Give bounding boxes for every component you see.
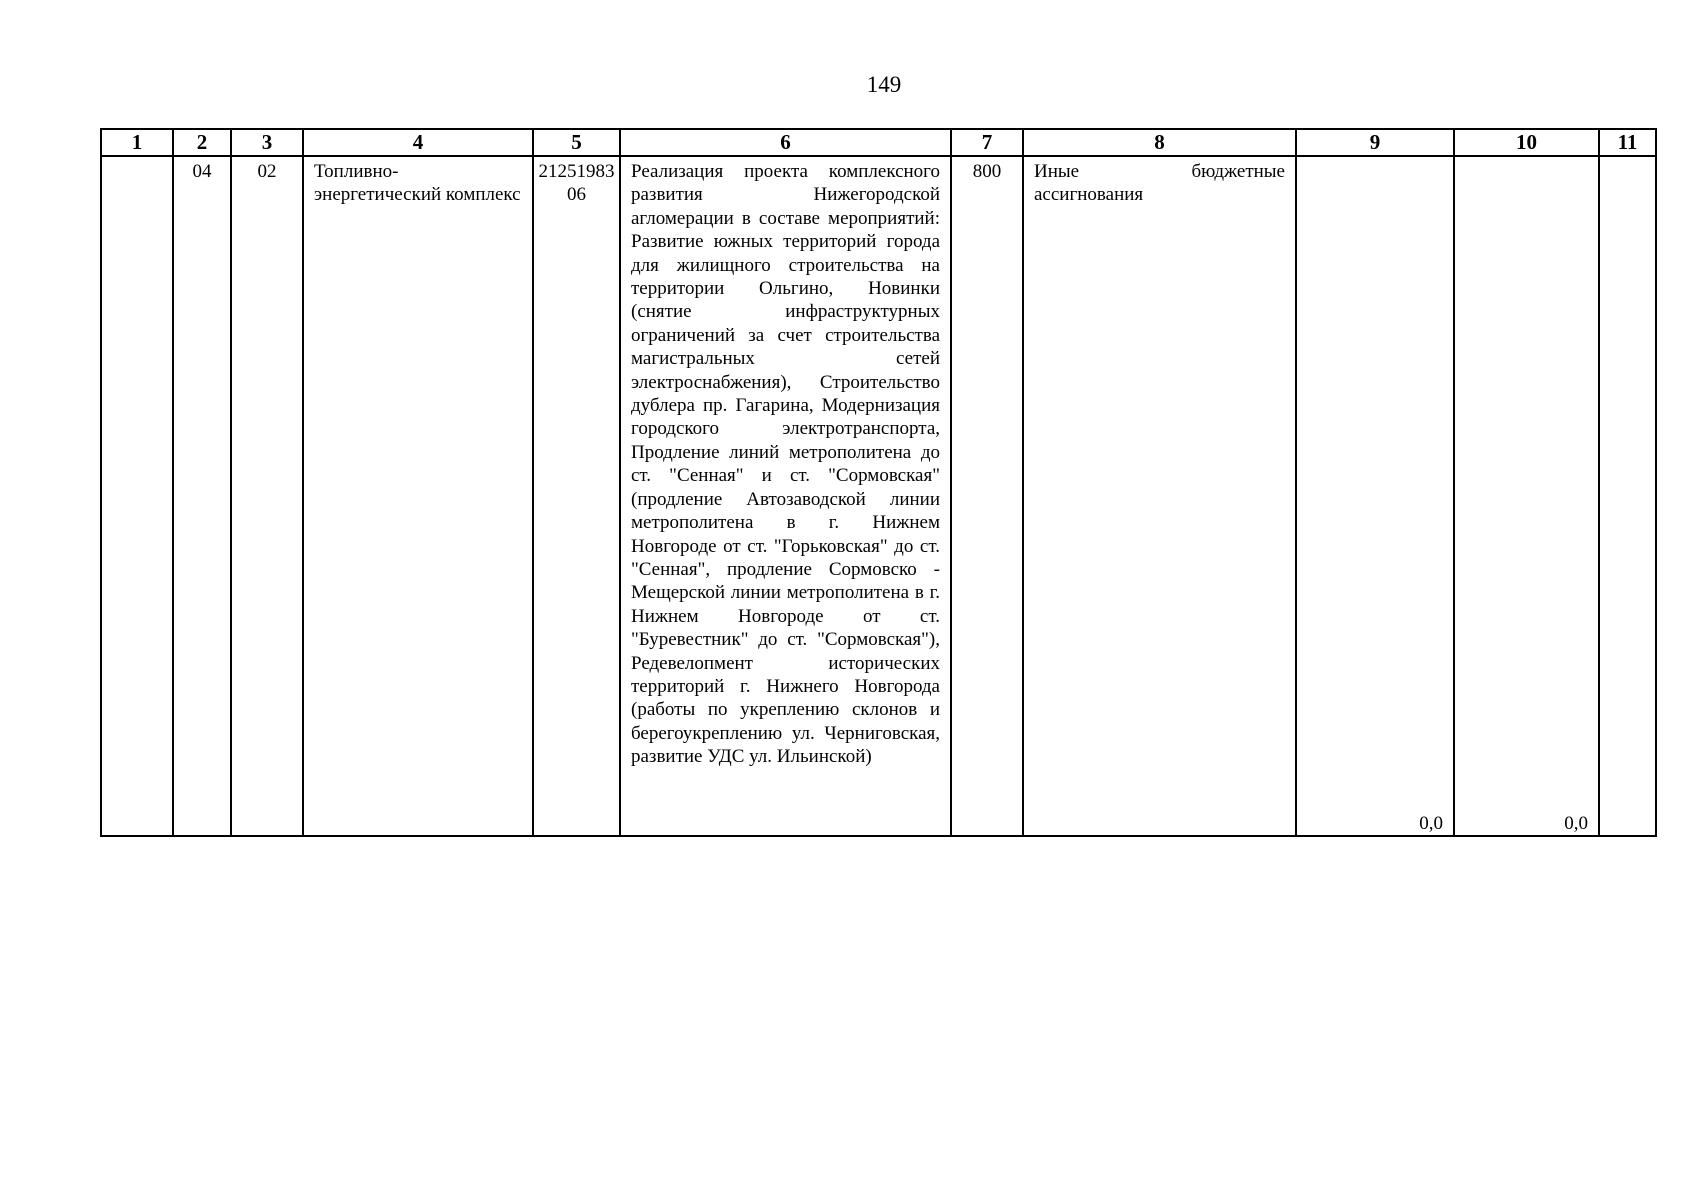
header-col-9: 9 [1296,129,1454,156]
cell-target-description [620,156,951,836]
cell-target-code [533,156,620,836]
target-description-text: Реализация проекта комплексного развития Нижегородской агломерации в составе мероприятий: Развитие южных территорий города для жилищного строительства на территории Ольгино, Новинки (снятие инфраструктурных ограничений за счет строительства магистральных сетей электроснабжения), Строительство дублера пр. Гагарина, Модернизация городского электротранспорта, Продление линий метрополитена до ст. "Сенная" и ст. "Сормовская" (продление Автозаводской линии метрополитена в г. Нижнем Новгороде от ст. "Горьковская" до ст. "Сенная", продление Сормовско - Мещерской линии метрополитена в г. Нижнем Новгороде от ст. "Буревестник" до ст. "Сормовская"), Редевелопмент исторических территорий г. Нижнего Новгорода (работы по укреплению склонов и берегоукреплению ул. Черниговская, развитие УДС ул. Ильинской) [631,161,940,768]
header-col-7: 7 [951,129,1023,156]
expense-type-name-text: Иные бюджетные ассигнования [1034,161,1285,206]
header-col-10: 10 [1454,129,1599,156]
cell-col-11 [1599,156,1656,836]
header-col-3: 3 [231,129,303,156]
cell-col-1 [101,156,173,836]
header-col-4: 4 [303,129,533,156]
header-col-2: 2 [173,129,231,156]
cell-expense-type-code: 800 [951,156,1023,836]
table-header-row [101,129,1656,156]
budget-table [100,128,1657,837]
header-col-5: 5 [533,129,620,156]
table-row [101,156,1656,836]
cell-amount-col-9: 0,0 [1296,156,1454,836]
header-col-1: 1 [101,129,173,156]
header-col-6: 6 [620,129,951,156]
cell-subsection-name [303,156,533,836]
target-code-text: 2125198306 [538,161,615,206]
subsection-name-text: Топливно-энергетический комплекс [314,161,521,206]
cell-section-code: 04 [173,156,231,836]
cell-amount-col-10: 0,0 [1454,156,1599,836]
cell-expense-type-name [1023,156,1296,836]
cell-subsection-code: 02 [231,156,303,836]
header-col-11: 11 [1599,129,1656,156]
header-col-8: 8 [1023,129,1296,156]
page-number: 149 [866,72,902,97]
